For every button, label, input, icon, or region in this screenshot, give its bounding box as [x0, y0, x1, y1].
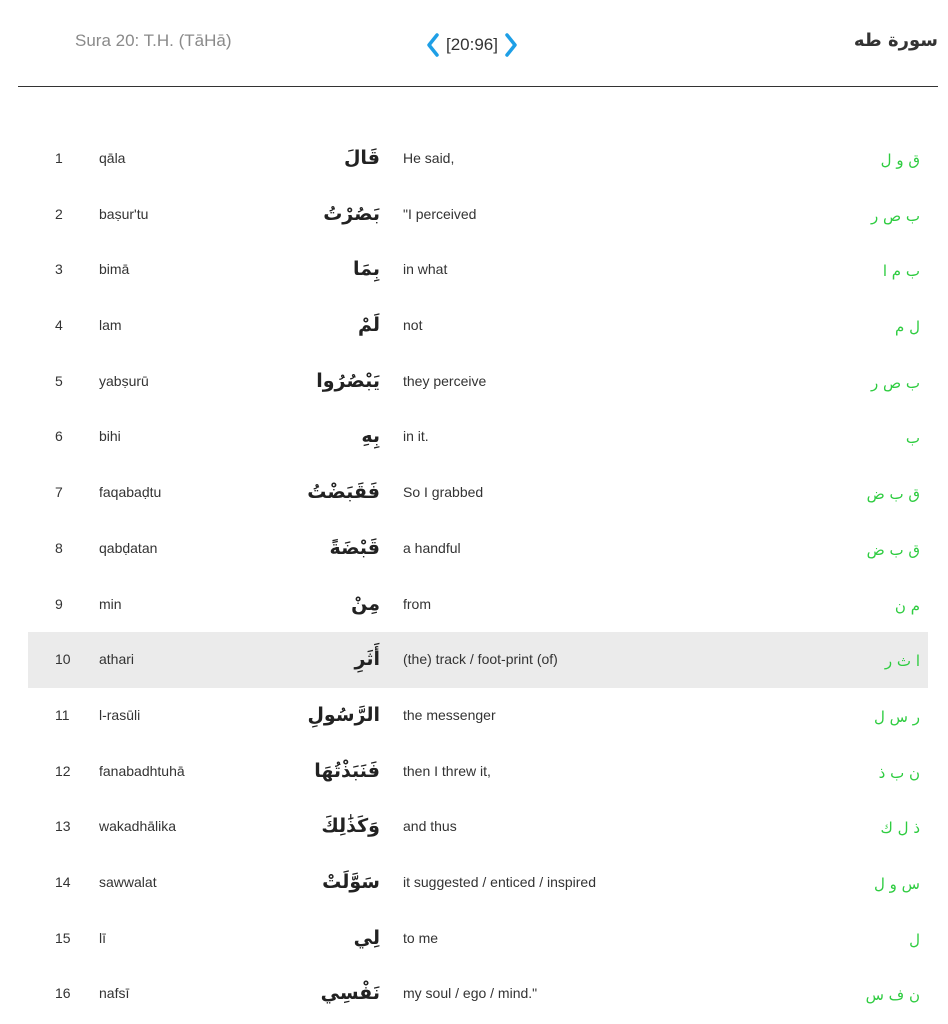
word-number: 6: [55, 428, 63, 445]
word-transliteration: sawwalat: [99, 873, 157, 890]
prev-verse-chevron-left-icon[interactable]: [424, 31, 442, 59]
word-transliteration: min: [99, 595, 122, 612]
word-root[interactable]: م ن: [894, 596, 920, 615]
word-gloss: the messenger: [403, 706, 496, 723]
word-root[interactable]: ب ص ر: [870, 373, 920, 392]
word-row[interactable]: [28, 855, 928, 911]
word-transliteration: bimā: [99, 261, 130, 278]
word-arabic: الرَّسُولِ: [307, 703, 380, 726]
header-divider: [18, 86, 938, 87]
word-gloss: they perceive: [403, 372, 487, 389]
word-root[interactable]: ق و ل: [880, 151, 920, 169]
word-arabic: مِنْ: [351, 592, 380, 615]
word-row[interactable]: [28, 131, 928, 187]
word-row[interactable]: [28, 966, 928, 1022]
word-row[interactable]: [28, 688, 928, 744]
word-transliteration: l-rasūli: [99, 706, 141, 723]
word-root[interactable]: ب ص ر: [870, 206, 920, 225]
word-transliteration: qabḍatan: [99, 539, 158, 556]
word-transliteration: yabṣurū: [99, 372, 149, 389]
word-number: 16: [55, 985, 71, 1002]
word-number: 11: [55, 706, 70, 723]
word-arabic: يَبْصُرُوا: [316, 369, 380, 392]
word-gloss: (the) track / foot-print (of): [403, 651, 558, 668]
word-gloss: to me: [403, 929, 439, 946]
word-gloss: my soul / ego / mind.": [403, 985, 538, 1002]
word-transliteration: nafsī: [99, 985, 130, 1002]
word-number: 10: [55, 651, 71, 668]
word-number: 1: [55, 150, 63, 166]
word-number: 9: [55, 595, 63, 612]
word-arabic: نَفْسِي: [320, 982, 380, 1005]
word-row[interactable]: [28, 465, 928, 521]
word-root[interactable]: ذ ل ك: [880, 819, 920, 838]
word-arabic: بِهِ: [361, 425, 380, 448]
word-gloss: it suggested / enticed / inspired: [403, 873, 597, 890]
word-transliteration: lī: [99, 929, 106, 946]
word-number: 7: [55, 484, 63, 501]
word-row-selected[interactable]: [28, 632, 928, 688]
word-gloss: So I grabbed: [403, 484, 484, 501]
word-row[interactable]: [28, 242, 928, 298]
word-transliteration: bihi: [99, 428, 121, 445]
word-root[interactable]: ب: [905, 429, 920, 448]
word-root[interactable]: ل: [909, 930, 920, 949]
word-root[interactable]: ق ب ض: [866, 485, 920, 504]
word-number: 15: [55, 929, 71, 946]
word-transliteration: lam: [99, 317, 122, 334]
sura-title: Sura 20: T.H. (TāHā): [75, 31, 232, 50]
word-number: 12: [55, 762, 71, 779]
word-arabic: لَمْ: [357, 314, 380, 337]
word-row[interactable]: [28, 799, 928, 855]
header: [0, 0, 948, 88]
word-gloss: from: [403, 595, 431, 612]
word-arabic: بَصُرْتُ: [323, 202, 380, 225]
word-transliteration: baṣur'tu: [99, 205, 149, 222]
word-arabic: قَالَ: [343, 147, 380, 169]
word-arabic: سَوَّلَتْ: [322, 870, 380, 893]
word-row[interactable]: [28, 911, 928, 967]
word-arabic: أَثَرِ: [354, 648, 380, 671]
word-number: 4: [55, 317, 63, 334]
word-root[interactable]: ب م ا: [882, 262, 920, 281]
word-root[interactable]: ن ف س: [865, 986, 920, 1005]
word-transliteration: faqabaḍtu: [99, 484, 162, 501]
word-gloss: a handful: [403, 539, 461, 556]
verse-ref: [20:96]: [446, 35, 498, 54]
word-number: 2: [55, 205, 63, 222]
word-number: 5: [55, 372, 63, 389]
word-root[interactable]: ق ب ض: [866, 540, 920, 559]
word-arabic: فَقَبَضْتُ: [307, 481, 380, 504]
word-gloss: in it.: [403, 428, 429, 445]
word-number: 13: [55, 818, 71, 835]
sura-arabic-title: سورة طه: [853, 30, 938, 51]
word-row[interactable]: [28, 744, 928, 800]
word-transliteration: qāla: [99, 150, 126, 166]
word-root[interactable]: س و ل: [874, 874, 920, 893]
word-transliteration: wakadhālika: [99, 818, 177, 835]
word-row[interactable]: [28, 521, 928, 577]
word-row[interactable]: [28, 577, 928, 633]
word-gloss: in what: [403, 261, 448, 278]
word-gloss: "I perceived: [403, 205, 477, 222]
word-gloss: then I threw it,: [403, 762, 491, 779]
word-number: 8: [55, 539, 63, 556]
word-table: [28, 131, 928, 1022]
word-arabic: فَنَبَذْتُهَا: [314, 759, 380, 782]
next-verse-chevron-right-icon[interactable]: [502, 31, 520, 59]
word-number: 14: [55, 873, 71, 890]
word-gloss: He said,: [403, 150, 455, 166]
word-transliteration: athari: [99, 651, 135, 668]
word-gloss: and thus: [403, 818, 457, 835]
word-gloss: not: [403, 317, 423, 334]
word-arabic: لِي: [353, 926, 380, 949]
word-arabic: قَبْضَةً: [329, 536, 380, 559]
word-root[interactable]: ر س ل: [874, 707, 920, 726]
word-row[interactable]: [28, 187, 928, 243]
word-root[interactable]: ا ث ر: [884, 652, 920, 671]
word-row[interactable]: [28, 354, 928, 410]
word-row[interactable]: [28, 298, 928, 354]
word-number: 3: [55, 261, 63, 278]
word-root[interactable]: ل م: [895, 318, 920, 337]
word-arabic: وَكَذَٰلِكَ: [321, 815, 380, 838]
word-row[interactable]: [28, 409, 928, 465]
verse-navigator: [424, 31, 520, 59]
word-root[interactable]: ن ب ذ: [878, 763, 920, 782]
word-transliteration: fanabadhtuhā: [99, 762, 185, 779]
word-arabic: بِمَا: [352, 258, 380, 281]
